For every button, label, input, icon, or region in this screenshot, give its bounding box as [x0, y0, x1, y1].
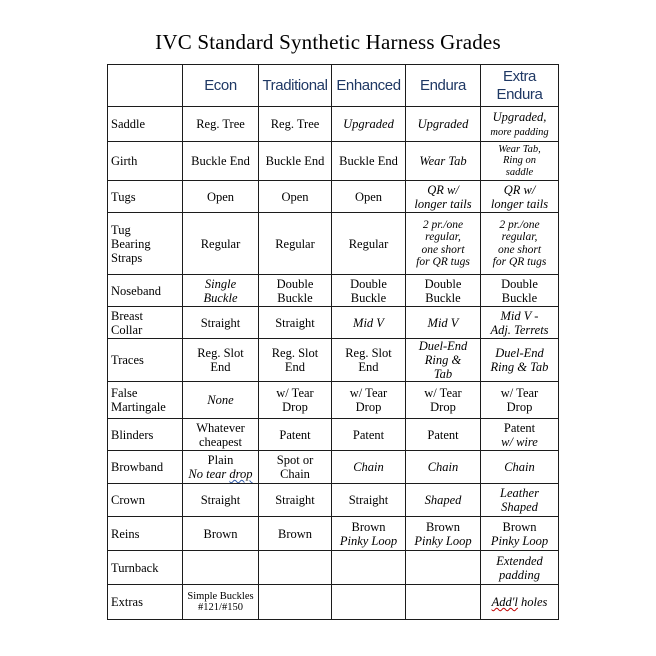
- column-header-traditional: Traditional: [259, 65, 332, 107]
- row-header-false-martingale: False Martingale: [108, 382, 183, 419]
- cell-browband-endura: Chain: [406, 451, 481, 484]
- cell-tugs-enhanced: Open: [332, 181, 406, 213]
- cell-traces-econ: Reg. Slot End: [183, 339, 259, 382]
- table-row-crown: [108, 484, 559, 517]
- cell-reins-endura: Brown Pinky Loop: [406, 517, 481, 551]
- cell-traces-enhanced: Reg. Slot End: [332, 339, 406, 382]
- cell-traces-traditional: Reg. Slot End: [259, 339, 332, 382]
- row-header-girth: Girth: [108, 142, 183, 181]
- cell-breast-collar-econ: Straight: [183, 307, 259, 339]
- cell-girth-endura: Wear Tab: [406, 142, 481, 181]
- cell-saddle-enhanced: Upgraded: [332, 107, 406, 142]
- cell-false-martingale-extra-endura: w/ Tear Drop: [481, 382, 559, 419]
- cell-traces-endura: Duel-End Ring & Tab: [406, 339, 481, 382]
- cell-extras-traditional: [259, 585, 332, 620]
- row-header-browband: Browband: [108, 451, 183, 484]
- table-row-breast-collar: [108, 307, 559, 339]
- harness-grades-table: [107, 64, 559, 620]
- cell-traces-extra-endura: Duel-End Ring & Tab: [481, 339, 559, 382]
- cell-noseband-extra-endura: Double Buckle: [481, 275, 559, 307]
- cell-tug-bearing-traditional: Regular: [259, 213, 332, 275]
- cell-tug-bearing-extra-endura: 2 pr./one regular, one short for QR tugs: [481, 213, 559, 275]
- cell-tug-bearing-enhanced: Regular: [332, 213, 406, 275]
- cell-extras-enhanced: [332, 585, 406, 620]
- row-header-crown: Crown: [108, 484, 183, 517]
- cell-browband-econ: Plain No tear drop: [183, 451, 259, 484]
- table-row-browband: [108, 451, 559, 484]
- cell-extras-endura: [406, 585, 481, 620]
- cell-turnback-econ: [183, 551, 259, 585]
- cell-noseband-econ: Single Buckle: [183, 275, 259, 307]
- cell-extras-econ: Simple Buckles #121/#150: [183, 585, 259, 620]
- column-header-enhanced: Enhanced: [332, 65, 406, 107]
- cell-noseband-enhanced: Double Buckle: [332, 275, 406, 307]
- table-row-false-martingale: [108, 382, 559, 419]
- table-row-tug-bearing-straps: [108, 213, 559, 275]
- cell-browband-enhanced: Chain: [332, 451, 406, 484]
- cell-saddle-econ: Reg. Tree: [183, 107, 259, 142]
- cell-blinders-enhanced: Patent: [332, 419, 406, 451]
- cell-breast-collar-endura: Mid V: [406, 307, 481, 339]
- row-header-breast-collar: Breast Collar: [108, 307, 183, 339]
- column-header-endura: Endura: [406, 65, 481, 107]
- row-header-tug-bearing-straps: Tug Bearing Straps: [108, 213, 183, 275]
- cell-tugs-endura: QR w/ longer tails: [406, 181, 481, 213]
- cell-tug-bearing-econ: Regular: [183, 213, 259, 275]
- table-row-extras: [108, 585, 559, 620]
- cell-noseband-traditional: Double Buckle: [259, 275, 332, 307]
- cell-crown-traditional: Straight: [259, 484, 332, 517]
- cell-blinders-extra-endura: Patent w/ wire: [481, 419, 559, 451]
- cell-blinders-econ: Whatever cheapest: [183, 419, 259, 451]
- cell-saddle-traditional: Reg. Tree: [259, 107, 332, 142]
- cell-reins-enhanced: Brown Pinky Loop: [332, 517, 406, 551]
- row-header-noseband: Noseband: [108, 275, 183, 307]
- cell-turnback-enhanced: [332, 551, 406, 585]
- page-title: IVC Standard Synthetic Harness Grades: [155, 30, 501, 54]
- row-header-saddle: Saddle: [108, 107, 183, 142]
- table-row-reins: [108, 517, 559, 551]
- table-row-turnback: [108, 551, 559, 585]
- corner-cell: [108, 65, 183, 107]
- table-row-traces: [108, 339, 559, 382]
- cell-girth-extra-endura: Wear Tab, Ring on saddle: [481, 142, 559, 181]
- cell-blinders-traditional: Patent: [259, 419, 332, 451]
- cell-crown-extra-endura: Leather Shaped: [481, 484, 559, 517]
- cell-browband-traditional: Spot or Chain: [259, 451, 332, 484]
- cell-turnback-extra-endura: Extended padding: [481, 551, 559, 585]
- cell-browband-extra-endura: Chain: [481, 451, 559, 484]
- cell-girth-traditional: Buckle End: [259, 142, 332, 181]
- cell-saddle-extra-endura: Upgraded, more padding: [481, 107, 559, 142]
- cell-reins-extra-endura: Brown Pinky Loop: [481, 517, 559, 551]
- table-row-tugs: [108, 181, 559, 213]
- cell-breast-collar-enhanced: Mid V: [332, 307, 406, 339]
- cell-turnback-traditional: [259, 551, 332, 585]
- table-row-saddle: [108, 107, 559, 142]
- row-header-traces: Traces: [108, 339, 183, 382]
- cell-extras-extra-endura: Add'l holes: [481, 585, 559, 620]
- cell-tugs-econ: Open: [183, 181, 259, 213]
- table-row-blinders: [108, 419, 559, 451]
- header-row: [108, 65, 559, 107]
- cell-noseband-endura: Double Buckle: [406, 275, 481, 307]
- row-header-tugs: Tugs: [108, 181, 183, 213]
- cell-saddle-endura: Upgraded: [406, 107, 481, 142]
- row-header-reins: Reins: [108, 517, 183, 551]
- row-header-extras: Extras: [108, 585, 183, 620]
- cell-false-martingale-endura: w/ Tear Drop: [406, 382, 481, 419]
- column-header-extra-endura: Extra Endura: [481, 65, 559, 107]
- cell-breast-collar-traditional: Straight: [259, 307, 332, 339]
- cell-false-martingale-econ: None: [183, 382, 259, 419]
- cell-crown-enhanced: Straight: [332, 484, 406, 517]
- column-header-econ: Econ: [183, 65, 259, 107]
- cell-girth-enhanced: Buckle End: [332, 142, 406, 181]
- cell-false-martingale-traditional: w/ Tear Drop: [259, 382, 332, 419]
- cell-crown-endura: Shaped: [406, 484, 481, 517]
- cell-girth-econ: Buckle End: [183, 142, 259, 181]
- cell-tugs-traditional: Open: [259, 181, 332, 213]
- cell-false-martingale-enhanced: w/ Tear Drop: [332, 382, 406, 419]
- cell-blinders-endura: Patent: [406, 419, 481, 451]
- cell-reins-traditional: Brown: [259, 517, 332, 551]
- row-header-blinders: Blinders: [108, 419, 183, 451]
- cell-tugs-extra-endura: QR w/ longer tails: [481, 181, 559, 213]
- table-row-girth: [108, 142, 559, 181]
- cell-reins-econ: Brown: [183, 517, 259, 551]
- table-row-noseband: [108, 275, 559, 307]
- cell-crown-econ: Straight: [183, 484, 259, 517]
- cell-turnback-endura: [406, 551, 481, 585]
- cell-breast-collar-extra-endura: Mid V - Adj. Terrets: [481, 307, 559, 339]
- cell-tug-bearing-endura: 2 pr./one regular, one short for QR tugs: [406, 213, 481, 275]
- row-header-turnback: Turnback: [108, 551, 183, 585]
